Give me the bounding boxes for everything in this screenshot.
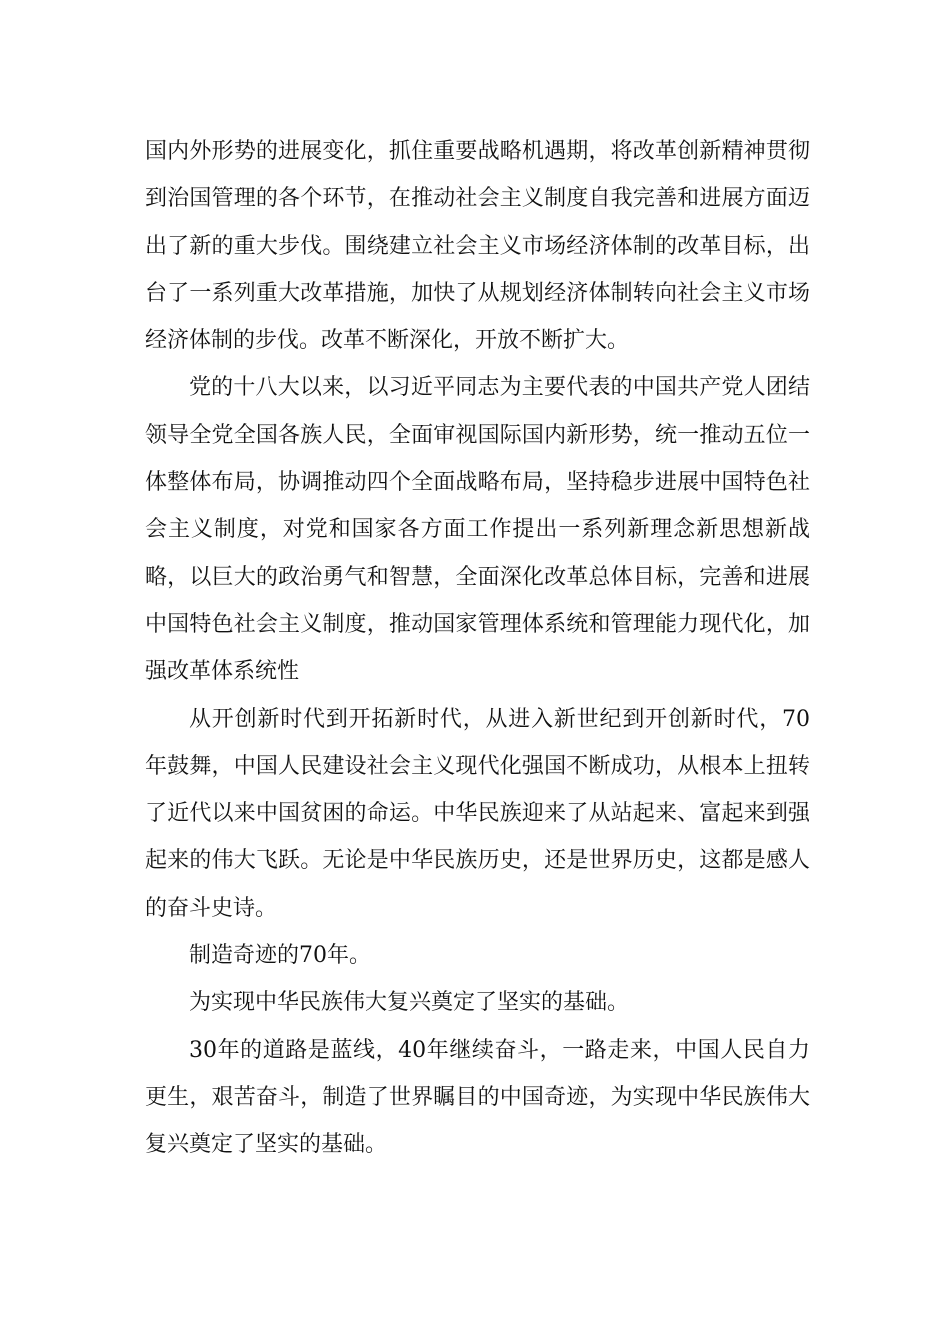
- document-body: [145, 128, 810, 1169]
- paragraph-4: 制造奇迹的70年。: [189, 943, 371, 969]
- paragraph-2: 党的十八大以来，以习近平同志为主要代表的中国共产党人团结领导全党全国各族人民，全面审视国际国内新形势，统一推动五位一体整体布局，协调推动四个全面战略布局，坚持稳步进展中国特色社会主义制度，对党和国家各方面工作提出一系列新理念新思想新战略，以巨大的政治勇气和智慧，全面深化改革总体目标，完善和进展中国特色社会主义制度，推动国家管理体系统和管理能力现代化，加强改革体系统性: [145, 375, 810, 685]
- paragraph-1: 国内外形势的进展变化，抓住重要战略机遇期，将改革创新精神贯彻到治国管理的各个环节，在推动社会主义制度自我完善和进展方面迈出了新的重大步伐。围绕建立社会主义市场经济体制的改革目标，出台了一系列重大改革措施，加快了从规划经济体制转向社会主义市场经济体制的步伐。改革不断深化，开放不断扩大。: [145, 139, 810, 354]
- paragraph-6: 30年的道路是蓝线，40年继续奋斗，一路走来，中国人民自力更生，艰苦奋斗，制造了世界瞩目的中国奇迹，为实现中华民族伟大复兴奠定了坚实的基础。: [145, 1037, 810, 1158]
- paragraph-3: 从开创新时代到开拓新时代，从进入新世纪到开创新时代，70年鼓舞，中国人民建设社会主义现代化强国不断成功，从根本上扭转了近代以来中国贫困的命运。中华民族迎来了从站起来、富起来到强起来的伟大飞跃。无论是中华民族历史，还是世界历史，这都是感人的奋斗史诗。: [145, 706, 810, 921]
- paragraph-5: 为实现中华民族伟大复兴奠定了坚实的基础。: [189, 990, 630, 1016]
